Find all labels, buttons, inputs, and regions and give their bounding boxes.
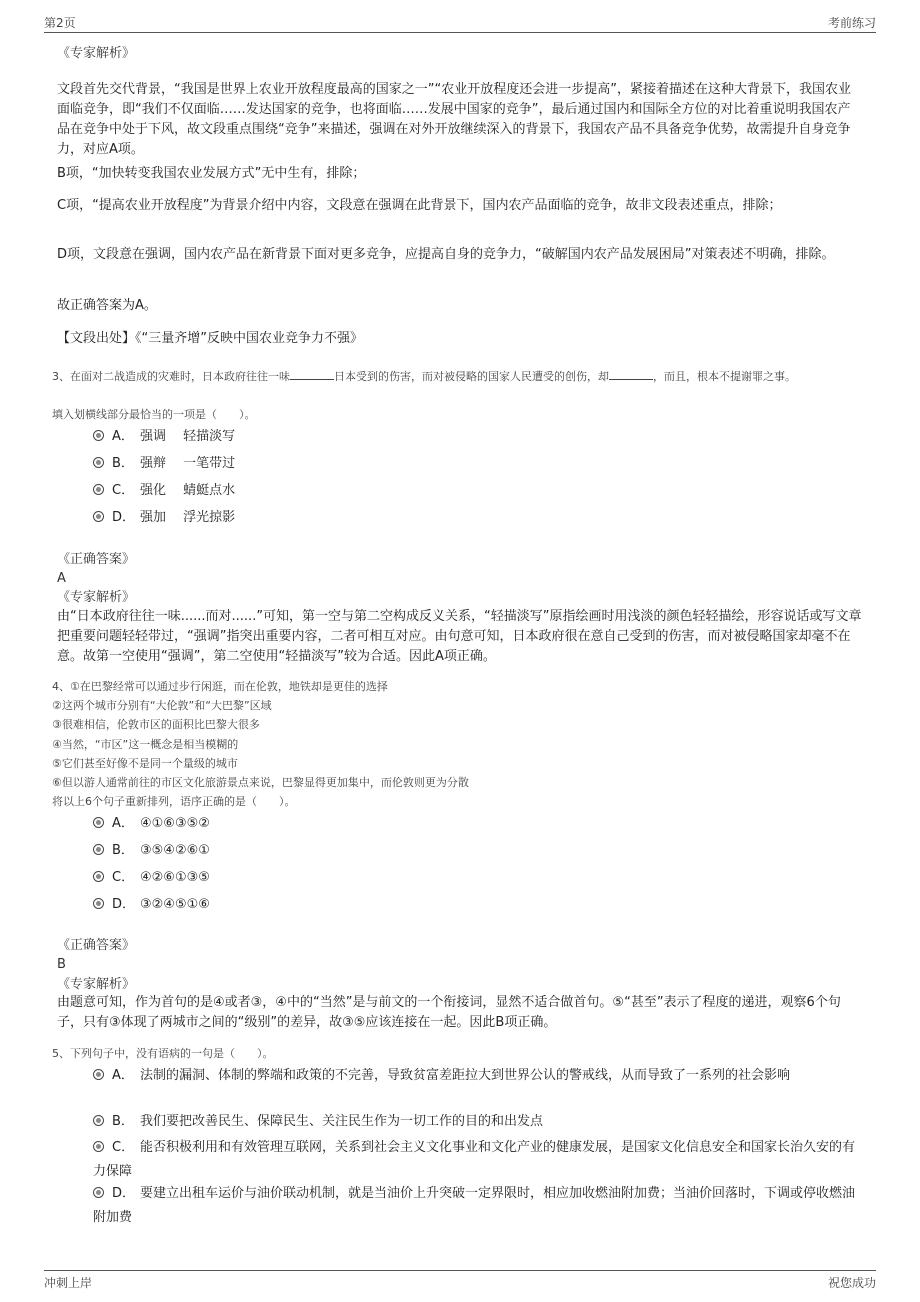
header-title: 考前练习 [827,16,876,30]
blank-1 [290,369,334,380]
q3-prompt: 填入划横线部分最恰当的一项是（ ）。 [52,408,256,421]
q4-analysis-heading: 《专家解析》 [57,977,136,992]
q4-answer-heading: 《正确答案》 [57,938,136,953]
q5-option-d[interactable] [93,1182,863,1230]
option-letter: D． [112,1186,136,1201]
q3-answer: A [57,571,66,586]
option-text: ④①⑥③⑤② [140,816,210,831]
q5-option-b[interactable] [93,1110,863,1134]
option-letter: B． [112,456,134,471]
option-text: 法制的漏洞、体制的弊端和政策的不完善，导致贫富差距拉大到世界公认的警戒线，从而导致了一系列的社会影响 [140,1068,791,1083]
q2-option-b-analysis: B项，“加快转变我国农业发展方式”无中生有，排除； [57,166,366,181]
q3-stem-part2: 日本受到的伤害，而对被侵略的国家人民遭受的创伤，却 [334,370,609,383]
radio-icon[interactable] [93,511,104,522]
q2-conclusion: 故正确答案为A。 [57,298,157,313]
q4-line-3: ③很难相信，伦敦市区的面积比巴黎大很多 [52,718,260,731]
q4-option-d[interactable] [93,893,863,917]
radio-icon[interactable] [93,1141,104,1152]
option-text: 要建立出租车运价与油价联动机制，就是当油价上升突破一定界限时，相应加收燃油附加费；当油价回落时，下调或停收燃油附加费 [93,1186,856,1225]
q3-analysis: 由“日本政府往往一味......而对......”可知，第一空与第二空构成反义关系，“轻描淡写”原指绘画时用浅淡的颜色轻轻描绘，形容说话或写文章把重要问题轻轻带过，“强调”指突出重要内容，二者可相互对应。由句意可知，日本政府很在意自己受到的伤害，而对被侵略国家却毫不在意。故第一空使用“强调”，第二空使用“轻描淡写”较为合适。因此A项正确。 [57,609,862,664]
footer-right: 祝您成功 [827,1276,876,1290]
option-letter: C． [112,483,135,498]
option-text: 强化 蜻蜓点水 [140,483,236,498]
radio-icon[interactable] [93,457,104,468]
q4-line-5: ⑤它们甚至好像不是同一个量级的城市 [52,757,238,770]
q2-analysis-heading: 《专家解析》 [57,46,136,61]
q2-option-d-analysis: D项，文段意在强调，国内农产品在新背景下面对更多竞争，应提高自身的竞争力，“破解国内农产品发展困局”对策表述不明确，排除。 [57,247,835,262]
option-letter: C． [112,1140,135,1155]
q4-analysis: 由题意可知，作为首句的是④或者③，④中的“当然”是与前文的一个衔接词，显然不适合做首句。⑤“甚至”表示了程度的递进，观察6个句子，只有③体现了两城市之间的“级别”的差异，故③⑤应该连接在一起。因此B项正确。 [57,995,841,1030]
page-number: 第2页 [44,16,76,30]
q5-stem: 5、下列句子中，没有语病的一句是（ ）。 [52,1047,274,1060]
q3-stem-part1: 3、在面对二战造成的灾难时，日本政府往往一味 [52,370,290,383]
option-text: 强辩 一笔带过 [140,456,236,471]
option-text: 强调 轻描淡写 [140,429,236,444]
option-letter: C． [112,870,135,885]
option-letter: A． [112,816,134,831]
q2-source: 【文段出处】《“三量齐增”反映中国农业竞争力不强》 [57,331,363,346]
q3-stem [52,367,864,386]
option-letter: B． [112,1114,134,1129]
page-footer [44,1270,876,1291]
radio-icon[interactable] [93,817,104,828]
q2-option-c-analysis: C项，“提高农业开放程度”为背景介绍中内容，文段意在强调在此背景下，国内农产品面临的竞争，故非文段表述重点，排除； [57,198,782,213]
q5-option-c[interactable] [93,1136,863,1184]
q4-option-c[interactable] [93,866,863,890]
footer-left: 冲刺上岸 [44,1276,93,1290]
option-letter: A． [112,1068,134,1083]
option-letter: D． [112,510,136,525]
q4-line-2: ②这两个城市分别有“大伦敦”和“大巴黎”区域 [52,699,272,712]
page-header [44,12,876,33]
option-text: ③⑤④②⑥① [140,843,210,858]
q4-line-1: 4、①在巴黎经常可以通过步行闲逛，而在伦敦，地铁却是更佳的选择 [52,680,388,693]
option-text: 能否积极利用和有效管理互联网，关系到社会主义文化事业和文化产业的健康发展，是国家文化信息安全和国家长治久安的有力保障 [93,1140,856,1179]
radio-icon[interactable] [93,844,104,855]
radio-icon[interactable] [93,484,104,495]
q4-option-a[interactable] [93,812,863,836]
q3-stem-part3: ，而且，根本不提谢罪之事。 [653,370,796,383]
q3-analysis-heading: 《专家解析》 [57,590,136,605]
q4-prompt: 将以上6个句子重新排列，语序正确的是（ ）。 [52,795,296,808]
option-text: 强加 浮光掠影 [140,510,236,525]
option-letter: A． [112,429,134,444]
q4-line-6: ⑥但以游人通常前往的市区文化旅游景点来说，巴黎显得更加集中，而伦敦则更为分散 [52,776,469,789]
q4-answer: B [57,957,66,972]
radio-icon[interactable] [93,871,104,882]
q3-answer-heading: 《正确答案》 [57,552,136,567]
q3-option-d[interactable] [93,506,863,530]
radio-icon[interactable] [93,898,104,909]
radio-icon[interactable] [93,1187,104,1198]
option-letter: D． [112,897,136,912]
blank-2 [609,369,653,380]
radio-icon[interactable] [93,430,104,441]
q3-option-b[interactable] [93,452,863,476]
radio-icon[interactable] [93,1115,104,1126]
q5-option-a[interactable] [93,1064,863,1088]
option-letter: B． [112,843,134,858]
q3-option-c[interactable] [93,479,863,503]
option-text: ③②④⑤①⑥ [140,897,210,912]
option-text: 我们要把改善民生、保障民生、关注民生作为一切工作的目的和出发点 [140,1114,544,1129]
q4-line-4: ④当然，“市区”这一概念是相当模糊的 [52,738,239,751]
option-text: ④②⑥①③⑤ [140,870,210,885]
q4-option-b[interactable] [93,839,863,863]
radio-icon[interactable] [93,1069,104,1080]
q3-option-a[interactable] [93,425,863,449]
q2-analysis-paragraph: 文段首先交代背景，“我国是世界上农业开放程度最高的国家之一”“农业开放程度还会进一步提高”，紧接着描述在这种大背景下，我国农业面临竞争，即“我们不仅面临……发达国家的竞争，也将面临……发展中国家的竞争”，最后通过国内和国际全方位的对比着重说明我国农产品在竞争中处于下风，故文段重点围绕“竞争”来描述，强调在对外开放继续深入的背景下，我国农产品不具备竞争优势，故需提升自身竞争力，对应A项。 [57,82,851,157]
